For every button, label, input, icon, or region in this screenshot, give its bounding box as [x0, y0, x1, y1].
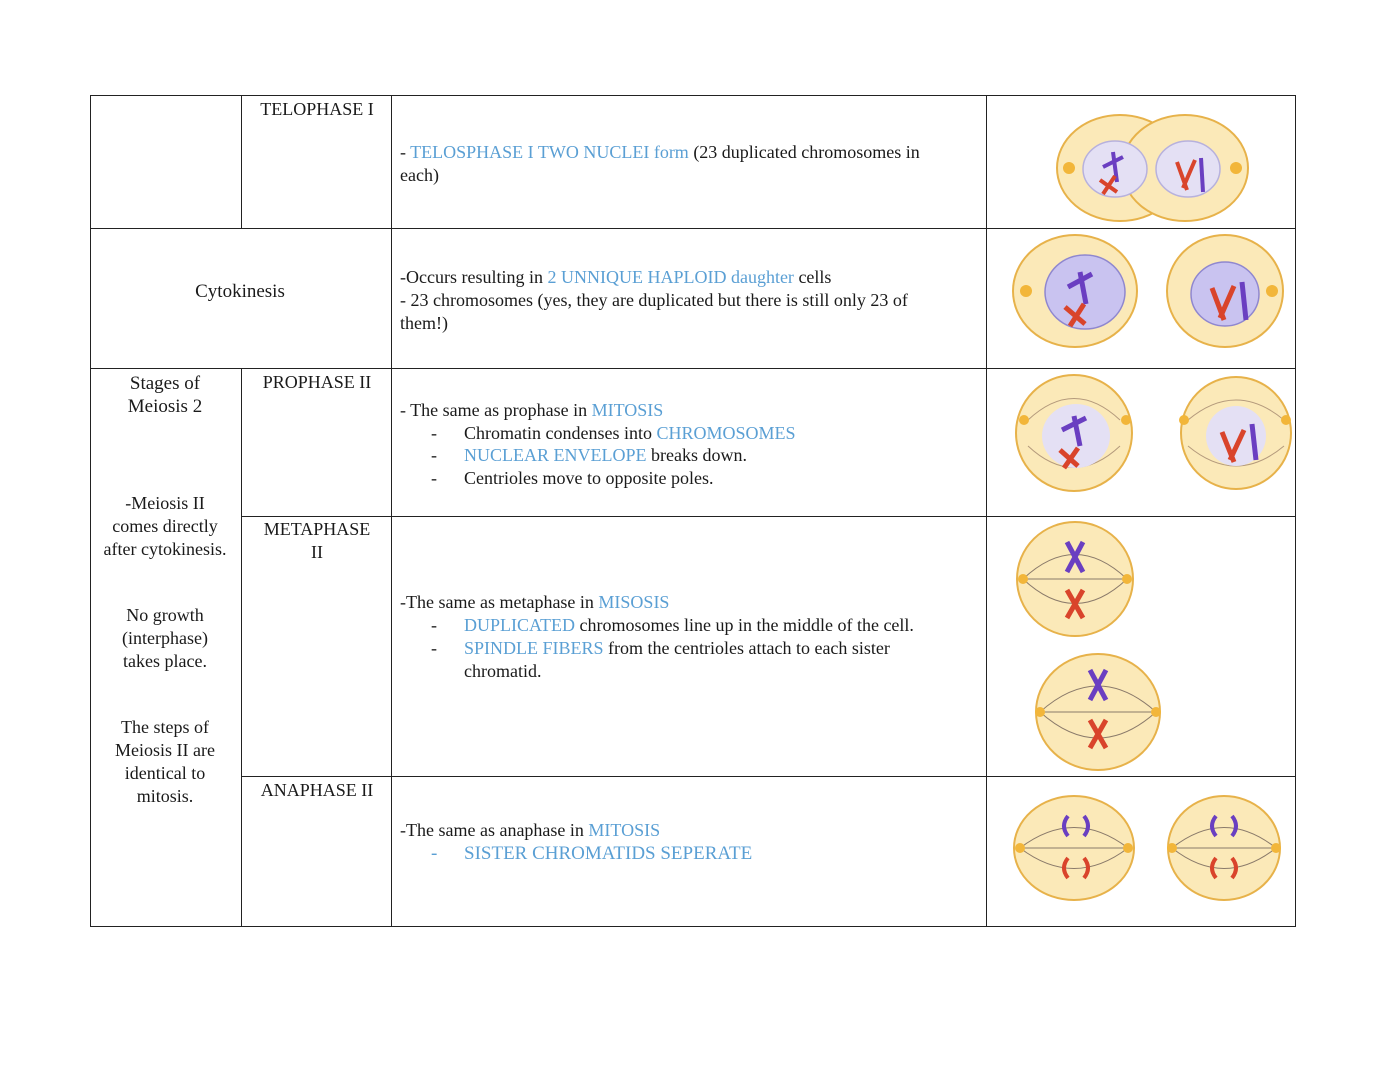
- row-divider: [241, 776, 1296, 777]
- table-border-bottom: [90, 926, 1296, 927]
- cytokinesis-description: -Occurs resulting in 2 UNNIQUE HAPLOID daughter cells - 23 chromosomes (yes, they are duplicated but there is still only 23 of them!): [400, 267, 908, 333]
- cytokinesis-diagram: [1010, 232, 1295, 350]
- meiosis-2-note-1: -Meiosis II comes directly after cytokinesis.: [103, 493, 227, 559]
- stage-cytokinesis: Cytokinesis: [195, 281, 285, 302]
- meiosis-2-title: Stages of Meiosis 2: [127, 373, 203, 417]
- table-border-right: [1295, 95, 1296, 927]
- anaphase-2-intro: -The same as anaphase in MITOSIS: [400, 820, 661, 840]
- prophase-2-bullet: - Centrioles move to opposite poles.: [431, 468, 714, 488]
- meiosis-2-note-2: No growth (interphase) takes place.: [122, 605, 208, 671]
- stage-prophase-2: PROPHASE II: [262, 372, 372, 392]
- metaphase-2-diagram: [1015, 520, 1165, 772]
- row-divider: [90, 228, 1296, 229]
- row-divider: [241, 516, 1296, 517]
- anaphase-2-diagram: [1012, 792, 1287, 904]
- telophase-1-diagram: [1055, 112, 1255, 224]
- stage-anaphase-2: ANAPHASE II: [260, 780, 374, 800]
- metaphase-2-intro: -The same as metaphase in MISOSIS: [400, 592, 670, 612]
- prophase-2-bullet: - NUCLEAR ENVELOPE breaks down.: [431, 445, 747, 465]
- metaphase-2-bullet: - DUPLICATED chromosomes line up in the middle of the cell.: [431, 615, 914, 635]
- table-border-top: [90, 95, 1296, 96]
- col-divider: [241, 368, 242, 927]
- telophase-1-description: - TELOSPHASE I TWO NUCLEI form (23 duplicated chromosomes in each): [400, 142, 920, 185]
- meiosis-2-note-3: The steps of Meiosis II are identical to mitosis.: [115, 717, 215, 806]
- row-divider: [90, 368, 1296, 369]
- prophase-2-diagram: [1014, 372, 1294, 494]
- stage-telophase-1: TELOPHASE I: [260, 99, 374, 119]
- prophase-2-intro: - The same as prophase in MITOSIS: [400, 400, 664, 420]
- col-divider: [391, 95, 392, 927]
- metaphase-2-bullet: - SPINDLE FIBERS from the centrioles attach to each sister chromatid.: [431, 638, 890, 681]
- stage-metaphase-2: METAPHASE II: [263, 519, 371, 562]
- col-divider: [986, 95, 987, 927]
- anaphase-2-bullet: - SISTER CHROMATIDS SEPERATE: [431, 843, 753, 864]
- prophase-2-bullet: - Chromatin condenses into CHROMOSOMES: [431, 423, 796, 443]
